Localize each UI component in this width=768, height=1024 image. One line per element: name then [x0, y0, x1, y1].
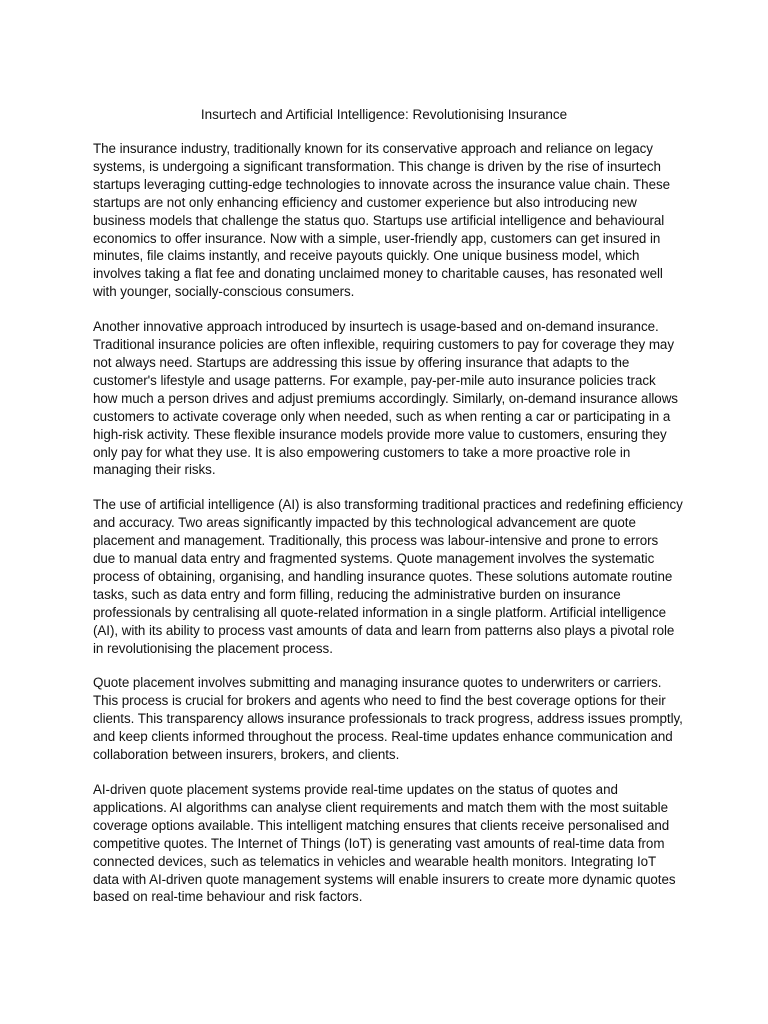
- document-title: Insurtech and Artificial Intelligence: Revolutionising Insurance: [200, 107, 568, 122]
- paragraph-3: The use of artificial intelligence (AI) is also transforming traditional practices and redefining efficiency and accuracy. Two areas significantly impacted by this technological advancement are quote placement and management. Traditionally, this process was labour-intensive and prone to errors due to manual data entry and fragmented systems. Quote management involves the systematic process of obtaining, organising, and handling insurance quotes. These solutions automate routine tasks, such as data entry and form filling, reducing the administrative burden on insurance professionals by centralising all quote-related information in a single platform. Artificial intelligence (AI), with its ability to process vast amounts of data and learn from patterns also plays a pivotal role in revolutionising the placement process.: [93, 497, 683, 656]
- paragraph-5: AI-driven quote placement systems provide real-time updates on the status of quotes and applications. AI algorithms can analyse client requirements and match them with the most suitable coverage options available. This intelligent matching ensures that clients receive personalised and competitive quotes. The Internet of Things (IoT) is generating vast amounts of real-time data from connected devices, such as telematics in vehicles and wearable health monitors. Integrating IoT data with AI-driven quote management systems will enable insurers to create more dynamic quotes based on real-time behaviour and risk factors.: [93, 782, 676, 905]
- paragraph-1: The insurance industry, traditionally known for its conservative approach and reliance on legacy systems, is undergoing a significant transformation. This change is driven by the rise of insurtech startups leveraging cutting-edge technologies to innovate across the insurance value chain. These startups are not only enhancing efficiency and customer experience but also introducing new business models that challenge the status quo. Startups use artificial intelligence and behavioural economics to offer insurance. Now with a simple, user-friendly app, customers can get insured in minutes, file claims instantly, and receive payouts quickly. One unique business model, which involves taking a flat fee and donating unclaimed money to charitable causes, has resonated well with younger, socially-conscious consumers.: [93, 141, 671, 300]
- paragraph-4: Quote placement involves submitting and managing insurance quotes to underwriters or carriers. This process is crucial for brokers and agents who need to find the best coverage options for their clients. This transparency allows insurance professionals to track progress, address issues promptly, and keep clients informed throughout the process. Real-time updates enhance communication and collaboration between insurers, brokers, and clients.: [93, 675, 683, 763]
- document-body: [93, 140, 683, 923]
- paragraph-2: Another innovative approach introduced by insurtech is usage-based and on-demand insurance. Traditional insurance policies are often inflexible, requiring customers to pay for coverage they may not always need. Startups are addressing this issue by offering insurance that adapts to the customer's lifestyle and usage patterns. For example, pay-per-mile auto insurance policies track how much a person drives and adjust premiums accordingly. Similarly, on-demand insurance allows customers to activate coverage only when needed, such as when renting a car or participating in a high-risk activity. These flexible insurance models provide more value to customers, ensuring they only pay for what they use. It is also empowering customers to take a more proactive role in managing their risks.: [93, 319, 678, 478]
